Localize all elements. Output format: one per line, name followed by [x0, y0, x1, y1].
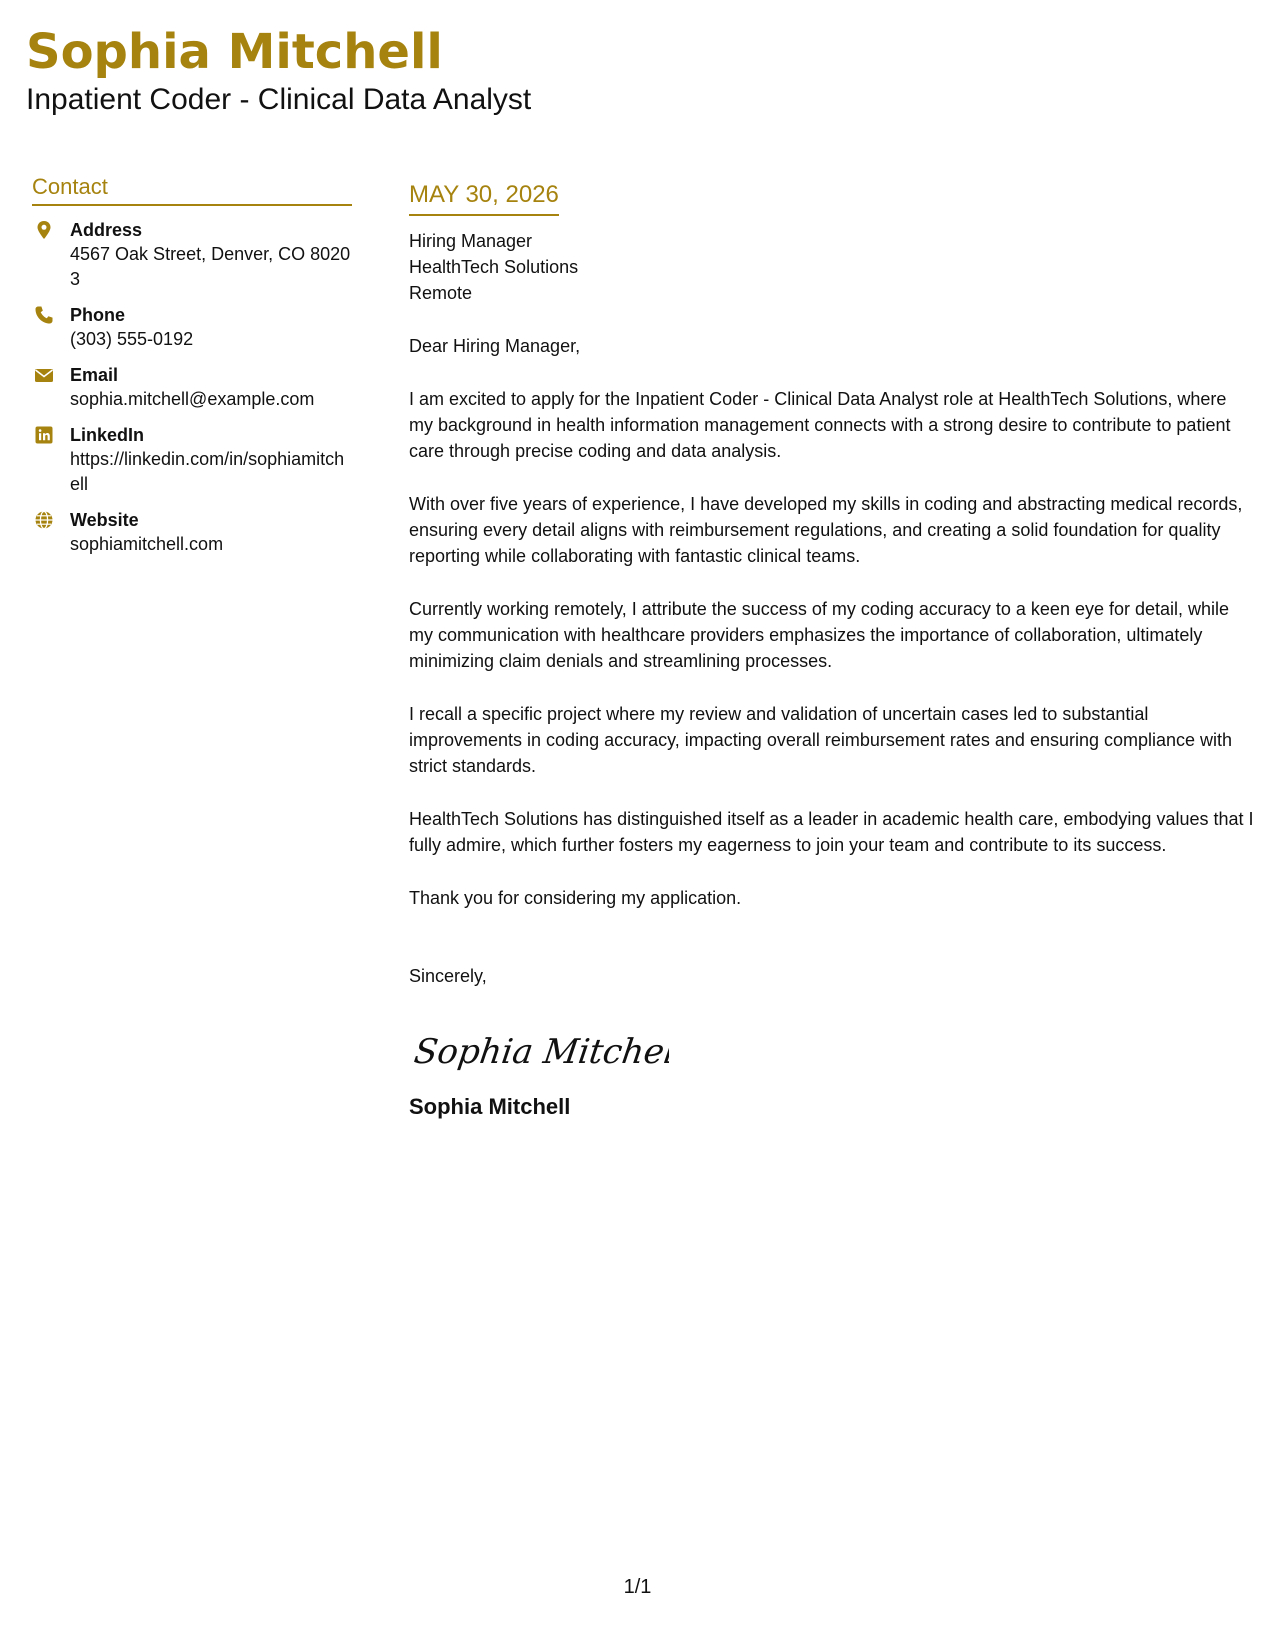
phone-value: (303) 555-0192 [70, 329, 194, 349]
letter-body [409, 178, 1255, 1121]
thank-you-line: Thank you for considering my application. [409, 888, 742, 908]
contact-sidebar [32, 172, 352, 568]
contact-heading: Contact [32, 172, 352, 206]
recipient-line: HealthTech Solutions [409, 257, 579, 277]
email-label: Email [70, 365, 119, 385]
salutation: Dear Hiring Manager, [409, 336, 581, 356]
applicant-name: Sophia Mitchell [26, 24, 443, 80]
linkedin-value[interactable]: https://linkedin.com/in/sophiamitchell [70, 449, 345, 494]
contact-item-address [32, 218, 352, 292]
svg-text:Sophia Mitchell: Sophia Mitchell [411, 1032, 669, 1072]
globe-icon [34, 510, 54, 530]
body-paragraph: With over five years of experience, I have developed my skills in coding and abstracting medical records, ensuring every detail aligns with reimbursement regulations, and creating a solid foundation for quality reporting while collaborating with fantastic clinical teams. [409, 494, 1243, 566]
phone-label: Phone [70, 305, 126, 325]
signature-image [409, 1019, 669, 1081]
linkedin-label: LinkedIn [70, 425, 145, 445]
job-title: Inpatient Coder - Clinical Data Analyst [26, 83, 532, 116]
envelope-icon [34, 365, 54, 385]
body-paragraph: Currently working remotely, I attribute the success of my coding accuracy to a keen eye for detail, while my communication with healthcare providers emphasizes the importance of collaboration, ultimately minimizing claim denials and streamlining processes. [409, 599, 1230, 671]
email-value[interactable]: sophia.mitchell@example.com [70, 389, 315, 409]
website-label: Website [70, 510, 139, 530]
recipient-line: Remote [409, 283, 473, 303]
phone-icon [34, 305, 54, 325]
recipient-line: Hiring Manager [409, 231, 533, 251]
handwritten-signature [409, 1019, 1255, 1081]
body-paragraph: HealthTech Solutions has distinguished itself as a leader in academic health care, embodying values that I fully admire, which further fosters my eagerness to join your team and contribute to its success. [409, 809, 1254, 855]
signer-name: Sophia Mitchell [409, 1094, 571, 1119]
recipient-block [409, 228, 1255, 306]
page-number: 1/1 [623, 1576, 652, 1598]
body-paragraph: I am excited to apply for the Inpatient Coder - Clinical Data Analyst role at HealthTech Solutions, where my background in health information management connects with a strong desire to contribute to patient care through precise coding and data analysis. [409, 389, 1231, 461]
website-value[interactable]: sophiamitchell.com [70, 534, 224, 554]
address-value: 4567 Oak Street, Denver, CO 80203 [70, 244, 351, 289]
letter-date: MAY 30, 2026 [409, 178, 559, 216]
contact-item-email [32, 363, 352, 412]
closing-line: Sincerely, [409, 966, 487, 986]
linkedin-icon [34, 425, 54, 445]
address-label: Address [70, 220, 143, 240]
map-pin-icon [34, 220, 54, 240]
contact-item-website [32, 508, 352, 557]
contact-item-linkedin [32, 423, 352, 497]
body-paragraph: I recall a specific project where my review and validation of uncertain cases led to substantial improvements in coding accuracy, impacting overall reimbursement rates and ensuring compliance with strict standards. [409, 704, 1233, 776]
letter-header [26, 22, 531, 118]
contact-item-phone [32, 303, 352, 352]
